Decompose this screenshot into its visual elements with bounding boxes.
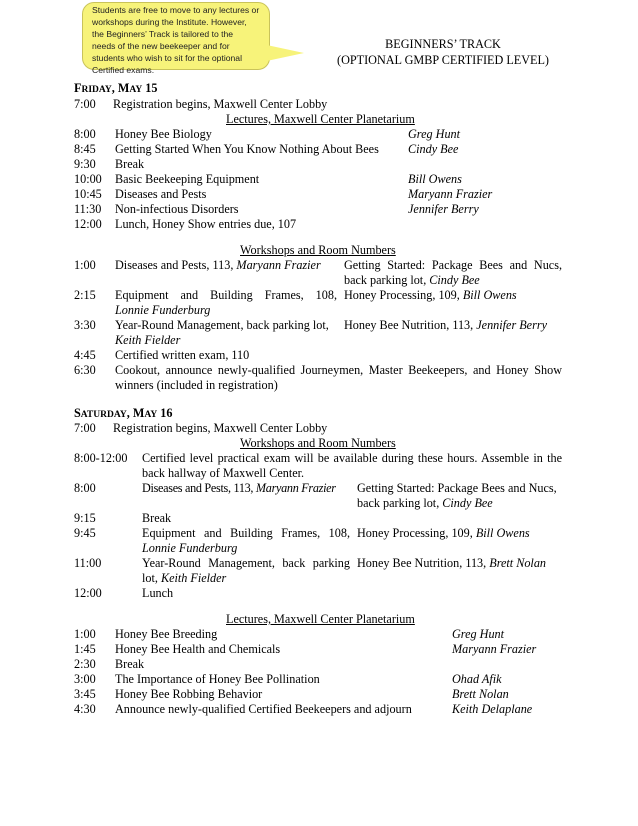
schedule-time: 7:00 xyxy=(74,421,96,435)
schedule-time: 12:00 xyxy=(74,217,102,231)
day-rest: RIDAY xyxy=(81,85,112,95)
day-number: 15 xyxy=(145,81,158,95)
workshop-speaker: Cindy Bee xyxy=(442,496,493,510)
lecture-speaker: Greg Hunt xyxy=(408,127,461,141)
workshop-speaker: Bill Owens xyxy=(475,526,530,540)
section-heading: Lectures, Maxwell Center Planetarium xyxy=(226,612,415,626)
workshop-right xyxy=(344,288,517,303)
workshop-right-cont xyxy=(344,273,480,288)
lecture-title: Diseases and Pests xyxy=(115,187,207,201)
schedule-time: 1:00 xyxy=(74,627,96,641)
workshop-right xyxy=(357,556,546,571)
day-initial: F xyxy=(74,81,82,95)
schedule-time: 3:45 xyxy=(74,687,96,701)
lecture-speaker: Cindy Bee xyxy=(408,142,459,156)
workshop-speaker: Lonnie Funderburg xyxy=(115,303,211,317)
lecture-title: Break xyxy=(115,157,145,171)
workshop-right xyxy=(357,526,530,541)
lecture-title: Honey Bee Biology xyxy=(115,127,212,141)
lecture-title: Honey Bee Breeding xyxy=(115,627,218,641)
workshop-speaker: Lonnie Funderburg xyxy=(142,541,238,555)
schedule-time: 10:00 xyxy=(74,172,102,186)
schedule-time: 3:30 xyxy=(74,318,96,332)
workshop-left: Year-Round Management, back parking lot, xyxy=(115,318,329,332)
lecture-speaker: Ohad Afik xyxy=(452,672,502,686)
schedule-time: 3:00 xyxy=(74,672,96,686)
schedule-item: Certified written exam, 110 xyxy=(115,348,250,362)
day-initial: S xyxy=(74,406,81,420)
schedule-time: 8:00 xyxy=(74,481,96,495)
schedule-time: 11:30 xyxy=(74,202,102,216)
lecture-speaker: Brett Nolan xyxy=(452,687,509,701)
workshop-right-cont xyxy=(357,496,493,511)
workshop-speaker: Bill Owens xyxy=(462,288,517,302)
schedule-item-cont: back hallway of Maxwell Center. xyxy=(142,466,305,480)
day-rest: ATURDAY xyxy=(80,410,127,420)
workshop-speaker: Maryann Frazier xyxy=(255,481,336,495)
workshop-title: Honey Bee Nutrition, 113, xyxy=(344,318,477,332)
schedule-item: Cookout, announce newly-qualified Journeymen, Master Beekeepers, and Honey Show xyxy=(115,363,562,377)
lecture-title: Getting Started When You Know Nothing About Bees xyxy=(115,142,379,156)
schedule-time: 2:15 xyxy=(74,288,96,302)
schedule-time: 12:00 xyxy=(74,586,102,600)
lecture-title: The Importance of Honey Bee Pollination xyxy=(115,672,320,686)
workshop-location: lot, xyxy=(142,571,161,585)
lecture-speaker: Jennifer Berry xyxy=(408,202,479,216)
workshop-left: Equipment and Building Frames, 108, xyxy=(142,526,350,540)
section-heading: Workshops and Room Numbers xyxy=(240,436,396,450)
track-subtitle: (OPTIONAL GMBP CERTIFIED LEVEL) xyxy=(337,53,549,67)
lecture-title: Basic Beekeeping Equipment xyxy=(115,172,260,186)
schedule-time: 11:00 xyxy=(74,556,102,570)
workshop-left: Equipment and Building Frames, 108, xyxy=(115,288,337,302)
callout-line: Certified exams. xyxy=(92,65,155,75)
schedule-time: 10:45 xyxy=(74,187,102,201)
day-number: 16 xyxy=(160,406,173,420)
lecture-speaker: Greg Hunt xyxy=(452,627,505,641)
lecture-title: Break xyxy=(115,657,145,671)
workshop-left xyxy=(142,481,336,496)
schedule-time: 1:45 xyxy=(74,642,96,656)
schedule-time: 4:45 xyxy=(74,348,96,362)
lecture-title: Lunch, Honey Show entries due, 107 xyxy=(115,217,297,231)
workshop-speaker: Maryann Frazier xyxy=(236,258,321,272)
workshop-title: Diseases and Pests, 113, xyxy=(115,258,237,272)
callout-line: students who wish to sit for the optional xyxy=(92,53,242,63)
schedule-time: 7:00 xyxy=(74,97,96,111)
schedule-time: 6:30 xyxy=(74,363,96,377)
lecture-speaker: Bill Owens xyxy=(408,172,462,186)
callout-text xyxy=(92,4,264,76)
month-rest: AY xyxy=(129,85,143,95)
lecture-title: Honey Bee Robbing Behavior xyxy=(115,687,263,701)
schedule-time: 8:00-12:00 xyxy=(74,451,128,465)
lecture-speaker: Maryann Frazier xyxy=(452,642,537,656)
workshop-left xyxy=(115,258,321,273)
schedule-item: Certified level practical exam will be available during these hours. Assemble in the xyxy=(142,451,562,465)
schedule-item: Break xyxy=(142,511,172,525)
lecture-speaker: Keith Delaplane xyxy=(452,702,533,716)
friday-heading: FRIDAY, MAY 15 xyxy=(74,81,158,95)
workshop-right: Getting Started: Package Bees and Nucs, xyxy=(344,258,562,272)
workshop-speaker: Keith Fielder xyxy=(115,333,181,347)
workshop-left: Year-Round Management, back parking xyxy=(142,556,350,570)
workshop-left-cont xyxy=(142,571,226,586)
callout-line: workshops during the Institute. However, xyxy=(92,17,247,27)
month-initial: M xyxy=(117,81,130,95)
workshop-speaker: Cindy Bee xyxy=(429,273,480,287)
workshop-location: back parking lot, xyxy=(344,273,430,287)
lecture-title: Announce newly-qualified Certified Beekeepers and adjourn xyxy=(115,702,412,716)
month-rest: AY xyxy=(144,410,158,420)
schedule-time: 2:30 xyxy=(74,657,96,671)
lecture-title: Honey Bee Health and Chemicals xyxy=(115,642,281,656)
schedule-time: 8:45 xyxy=(74,142,96,156)
schedule-item: Lunch xyxy=(142,586,174,600)
callout-line: the Beginners’ Track is tailored to the xyxy=(92,29,234,39)
schedule-time: 4:30 xyxy=(74,702,96,716)
workshop-title: Honey Processing, 109, xyxy=(357,526,476,540)
schedule-item: Registration begins, Maxwell Center Lobby xyxy=(113,421,328,435)
workshop-right xyxy=(344,318,547,333)
schedule-time: 9:45 xyxy=(74,526,96,540)
schedule-time: 9:15 xyxy=(74,511,96,525)
schedule-time: 1:00 xyxy=(74,258,96,272)
track-title: BEGINNERS’ TRACK xyxy=(385,37,501,51)
schedule-time: 9:30 xyxy=(74,157,96,171)
month-initial: M xyxy=(132,406,145,420)
schedule-item: Registration begins, Maxwell Center Lobby xyxy=(113,97,328,111)
section-heading: Lectures, Maxwell Center Planetarium xyxy=(226,112,415,126)
lecture-title: Non-infectious Disorders xyxy=(115,202,239,216)
callout-line: Students are free to move to any lectures or xyxy=(92,5,260,15)
callout-line: needs of the new beekeeper and for xyxy=(92,41,230,51)
saturday-heading: SATURDAY, MAY 16 xyxy=(74,406,173,420)
workshop-title: Honey Bee Nutrition, 113, xyxy=(357,556,490,570)
callout-tail xyxy=(262,44,304,62)
workshop-right: Getting Started: Package Bees and Nucs, xyxy=(357,481,557,495)
schedule-time: 8:00 xyxy=(74,127,96,141)
section-heading: Workshops and Room Numbers xyxy=(240,243,396,257)
workshop-title: Diseases and Pests, 113, xyxy=(142,481,256,495)
schedule-item-cont: winners (included in registration) xyxy=(115,378,278,392)
workshop-title: Honey Processing, 109, xyxy=(344,288,463,302)
workshop-speaker: Brett Nolan xyxy=(489,556,547,570)
workshop-speaker: Keith Fielder xyxy=(160,571,227,585)
workshop-location: back parking lot, xyxy=(357,496,443,510)
workshop-speaker: Jennifer Berry xyxy=(476,318,547,332)
lecture-speaker: Maryann Frazier xyxy=(408,187,493,201)
